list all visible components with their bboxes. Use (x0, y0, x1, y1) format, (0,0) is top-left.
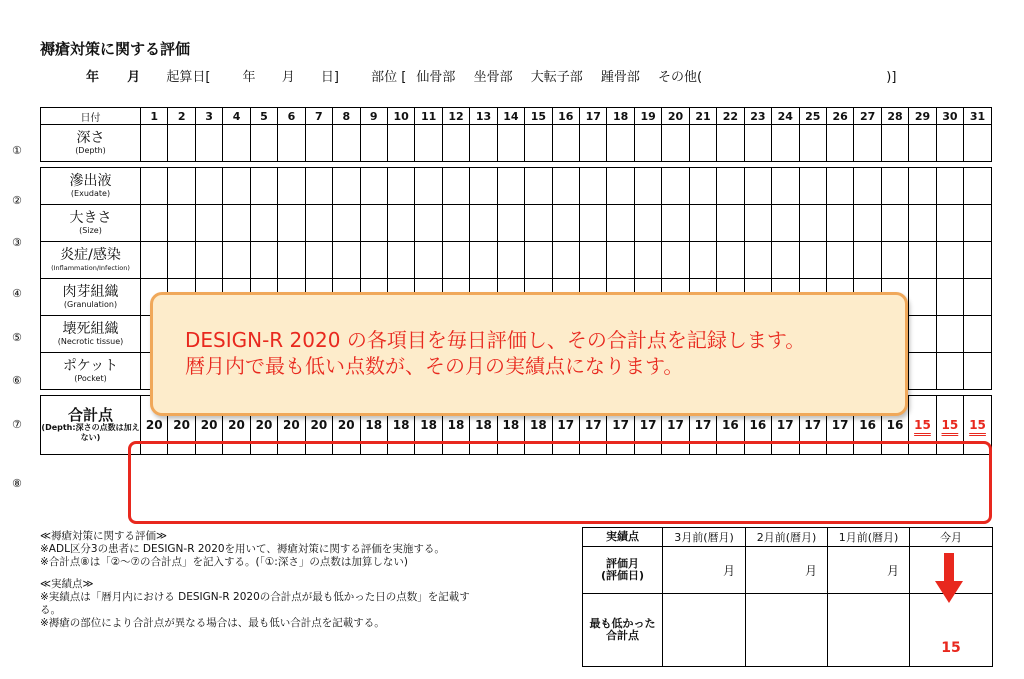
total-cell: 20 (141, 396, 168, 455)
score-cell (195, 242, 222, 279)
score-cell (689, 242, 716, 279)
lowest-total-cell (828, 594, 910, 667)
score-cell (717, 168, 744, 205)
callout-line-1: DESIGN-R 2020 の各項目を毎日評価し、その合計点を記録します。 (185, 328, 806, 352)
item-label-en: (Necrotic tissue) (57, 336, 124, 346)
notes-eval-line: ※ADL区分3の患者に DESIGN-R 2020を用いて、褥瘡対策に関する評価を実施する。 (40, 543, 445, 555)
form-title: 褥瘡対策に関する評価 (40, 40, 191, 58)
day-header: 14 (497, 108, 524, 125)
result-header: 実績点 (583, 528, 663, 547)
date-header: 日付 (41, 108, 141, 125)
score-cell (634, 125, 661, 162)
day-header: 10 (387, 108, 414, 125)
total-highlight-box (128, 441, 992, 524)
score-cell (854, 125, 881, 162)
start-month-label: 月 (281, 70, 295, 85)
score-cell (854, 242, 881, 279)
score-cell (909, 168, 936, 205)
item-number: ④ (12, 287, 22, 300)
day-header: 18 (607, 108, 634, 125)
score-cell (634, 205, 661, 242)
score-cell (360, 125, 387, 162)
score-cell (964, 205, 992, 242)
score-cell (717, 242, 744, 279)
site-option: その他( (658, 70, 703, 85)
score-cell (580, 205, 607, 242)
score-cell (772, 242, 799, 279)
score-cell (936, 316, 963, 353)
item-label (41, 353, 141, 390)
item-label-jp: 炎症/感染 (60, 246, 121, 263)
item-number: ③ (12, 236, 22, 249)
start-date-label: 起算日[ (166, 70, 211, 85)
score-cell (689, 168, 716, 205)
score-cell (141, 242, 168, 279)
score-cell (250, 205, 277, 242)
item-label (41, 125, 141, 162)
day-header: 17 (580, 108, 607, 125)
lowest-total-cell (663, 594, 746, 667)
lowest-total-label-b: 合計点 (606, 629, 639, 642)
item-label (41, 279, 141, 316)
item-label (41, 205, 141, 242)
score-cell (826, 168, 853, 205)
score-cell (964, 125, 992, 162)
total-cell: 20 (250, 396, 277, 455)
score-cell (662, 125, 689, 162)
item-number: ⑧ (12, 477, 22, 490)
score-cell (278, 242, 305, 279)
item-label-jp: ポケット (62, 357, 119, 374)
day-header: 23 (744, 108, 771, 125)
score-cell (442, 205, 469, 242)
day-header: 8 (333, 108, 360, 125)
table-row (41, 168, 992, 205)
score-cell (387, 125, 414, 162)
day-header: 21 (689, 108, 716, 125)
current-score-value: 15 (910, 594, 993, 667)
score-cell (799, 125, 826, 162)
start-day-label: 日] (320, 70, 339, 85)
day-header: 13 (470, 108, 497, 125)
score-cell (333, 168, 360, 205)
score-cell (305, 168, 332, 205)
eval-month-cell: 月 (828, 547, 910, 594)
total-cell: 17 (689, 396, 716, 455)
total-cell: 15 (964, 396, 992, 455)
score-cell (141, 205, 168, 242)
score-cell (936, 168, 963, 205)
item-label-jp: 合計点 (67, 405, 113, 424)
callout-line-2: 暦月内で最も低い点数が、その月の実績点になります。 (185, 354, 684, 378)
score-cell (168, 125, 195, 162)
score-cell (305, 242, 332, 279)
total-cell: 17 (580, 396, 607, 455)
site-option: 坐骨部 (473, 70, 513, 85)
score-cell (497, 205, 524, 242)
score-cell (305, 205, 332, 242)
table-row (41, 125, 992, 162)
item-number: ① (12, 144, 22, 157)
day-header: 31 (964, 108, 992, 125)
score-cell (497, 242, 524, 279)
total-cell: 17 (662, 396, 689, 455)
item-label (41, 168, 141, 205)
score-cell (909, 353, 936, 390)
day-header: 16 (552, 108, 579, 125)
score-cell (826, 242, 853, 279)
item-label-en: (Inflammation/Infection) (51, 263, 130, 272)
eval-month-cell: 月 (663, 547, 746, 594)
score-cell (415, 205, 442, 242)
item-number: ② (12, 194, 22, 207)
score-cell (936, 353, 963, 390)
score-cell (909, 279, 936, 316)
score-cell (936, 279, 963, 316)
score-cell (223, 125, 250, 162)
score-cell (333, 242, 360, 279)
score-cell (442, 168, 469, 205)
eval-month-cell: 月 (746, 547, 828, 594)
day-header: 29 (909, 108, 936, 125)
lowest-total-cell (746, 594, 828, 667)
score-cell (525, 168, 552, 205)
score-cell (278, 125, 305, 162)
score-cell (278, 205, 305, 242)
result-table (582, 527, 993, 667)
score-cell (278, 168, 305, 205)
score-cell (772, 125, 799, 162)
score-cell (305, 125, 332, 162)
total-cell: 17 (634, 396, 661, 455)
score-cell (415, 168, 442, 205)
table-row (41, 242, 992, 279)
header-line (86, 66, 910, 85)
site-end: )] (886, 70, 897, 85)
score-cell (881, 125, 908, 162)
day-header: 15 (525, 108, 552, 125)
score-cell (470, 242, 497, 279)
day-header: 27 (854, 108, 881, 125)
score-cell (195, 168, 222, 205)
day-header: 25 (799, 108, 826, 125)
score-cell (607, 242, 634, 279)
score-cell (854, 205, 881, 242)
score-cell (580, 125, 607, 162)
day-header: 30 (936, 108, 963, 125)
score-cell (909, 205, 936, 242)
score-cell (497, 168, 524, 205)
score-cell (552, 168, 579, 205)
item-label-jp: 大きさ (69, 209, 112, 226)
item-label-en: (Exudate) (70, 188, 111, 198)
score-cell (195, 205, 222, 242)
score-cell (333, 205, 360, 242)
table-row (41, 205, 992, 242)
score-cell (854, 168, 881, 205)
score-cell (168, 168, 195, 205)
score-cell (964, 279, 992, 316)
day-header: 1 (141, 108, 168, 125)
score-cell (552, 242, 579, 279)
score-cell (964, 316, 992, 353)
total-cell: 15 (936, 396, 963, 455)
score-cell (250, 125, 277, 162)
score-cell (387, 205, 414, 242)
day-header: 28 (881, 108, 908, 125)
score-cell (964, 168, 992, 205)
year-label: 年 (86, 70, 100, 85)
total-cell: 18 (415, 396, 442, 455)
score-cell (936, 125, 963, 162)
item-label-jp: 壊死組織 (62, 320, 119, 337)
day-header: 24 (772, 108, 799, 125)
score-cell (497, 125, 524, 162)
score-cell (826, 125, 853, 162)
score-cell (662, 168, 689, 205)
score-cell (799, 205, 826, 242)
score-cell (333, 125, 360, 162)
month-label: 月 (127, 70, 141, 85)
total-cell: 20 (333, 396, 360, 455)
score-cell (387, 242, 414, 279)
eval-month-label-a: 評価月 (606, 557, 639, 570)
score-cell (168, 205, 195, 242)
item-label-en: (Size) (79, 225, 102, 235)
day-header: 9 (360, 108, 387, 125)
item-label-en: (Depth) (75, 145, 106, 155)
score-cell (744, 125, 771, 162)
score-cell (141, 168, 168, 205)
item-number: ⑥ (12, 374, 22, 387)
score-cell (360, 205, 387, 242)
day-header: 12 (442, 108, 469, 125)
score-cell (662, 205, 689, 242)
score-cell (881, 242, 908, 279)
total-cell: 20 (278, 396, 305, 455)
total-cell: 16 (881, 396, 908, 455)
score-cell (744, 168, 771, 205)
item-number: ⑦ (12, 418, 22, 431)
day-header: 22 (717, 108, 744, 125)
score-cell (634, 242, 661, 279)
score-cell (415, 125, 442, 162)
result-col-header: 3月前(暦月) (663, 528, 746, 547)
total-cell: 20 (305, 396, 332, 455)
score-cell (360, 168, 387, 205)
score-cell (525, 242, 552, 279)
item-label-en: (Depth:深さの点数は加えない) (41, 422, 140, 442)
total-cell: 18 (360, 396, 387, 455)
item-label-jp: 深さ (76, 129, 105, 146)
item-label-jp: 肉芽組織 (62, 283, 119, 300)
score-cell (470, 125, 497, 162)
score-cell (826, 205, 853, 242)
score-cell (360, 242, 387, 279)
total-cell: 16 (744, 396, 771, 455)
score-cell (442, 125, 469, 162)
total-cell: 18 (470, 396, 497, 455)
score-cell (442, 242, 469, 279)
score-cell (772, 205, 799, 242)
notes-eval-line: ※合計点⑧は「②〜⑦の合計点」を記入する。(「①:深さ」の点数は加算しない) (40, 556, 408, 568)
start-year-label: 年 (242, 70, 256, 85)
score-cell (909, 125, 936, 162)
score-cell (717, 205, 744, 242)
score-cell (744, 205, 771, 242)
total-cell: 20 (195, 396, 222, 455)
total-cell: 18 (442, 396, 469, 455)
day-header: 2 (168, 108, 195, 125)
total-cell: 17 (607, 396, 634, 455)
down-arrow-icon (934, 553, 964, 605)
notes-score-line: ※褥瘡の部位により合計点が異なる場合は、最も低い合計点を記載する。 (40, 617, 385, 629)
score-cell (607, 205, 634, 242)
notes-eval-title: ≪褥瘡対策に関する評価≫ (40, 530, 167, 542)
score-cell (250, 242, 277, 279)
day-header: 4 (223, 108, 250, 125)
notes (40, 530, 480, 639)
score-cell (744, 242, 771, 279)
notes-score-line: ※実績点は「暦月内における DESIGN-R 2020の合計点が最も低かった日の点数」を記載する。 (40, 591, 470, 616)
score-cell (662, 242, 689, 279)
result-col-header: 1月前(暦月) (828, 528, 910, 547)
result-col-header: 2月前(暦月) (746, 528, 828, 547)
score-cell (470, 168, 497, 205)
day-header: 6 (278, 108, 305, 125)
day-header: 5 (250, 108, 277, 125)
total-cell: 16 (717, 396, 744, 455)
day-header: 7 (305, 108, 332, 125)
day-header: 11 (415, 108, 442, 125)
score-cell (387, 168, 414, 205)
score-cell (881, 168, 908, 205)
score-cell (964, 353, 992, 390)
total-cell: 16 (854, 396, 881, 455)
total-cell: 20 (223, 396, 250, 455)
score-cell (580, 168, 607, 205)
score-cell (223, 242, 250, 279)
lowest-total-label-a: 最も低かった (589, 617, 656, 630)
item-label (41, 316, 141, 353)
score-cell (607, 125, 634, 162)
score-cell (964, 242, 992, 279)
day-header: 3 (195, 108, 222, 125)
score-cell (689, 205, 716, 242)
site-option: 仙骨部 (416, 70, 456, 85)
score-cell (525, 125, 552, 162)
total-label (41, 396, 141, 455)
total-cell: 17 (826, 396, 853, 455)
eval-month-label (583, 547, 663, 594)
score-cell (936, 242, 963, 279)
score-cell (634, 168, 661, 205)
score-cell (415, 242, 442, 279)
score-cell (909, 242, 936, 279)
total-cell: 17 (552, 396, 579, 455)
score-cell (552, 125, 579, 162)
score-cell (552, 205, 579, 242)
total-cell: 17 (799, 396, 826, 455)
total-cell: 18 (525, 396, 552, 455)
score-cell (525, 205, 552, 242)
result-col-header: 今月 (910, 528, 993, 547)
item-label-jp: 滲出液 (69, 172, 112, 189)
item-label (41, 242, 141, 279)
explanation-callout (150, 292, 908, 416)
lowest-total-label (583, 594, 663, 667)
score-cell (607, 168, 634, 205)
score-cell (250, 168, 277, 205)
day-header: 20 (662, 108, 689, 125)
score-cell (470, 205, 497, 242)
total-cell: 18 (497, 396, 524, 455)
eval-month-label-b: (評価日) (600, 569, 645, 582)
item-number: ⑤ (12, 331, 22, 344)
score-cell (772, 168, 799, 205)
item-label-en: (Pocket) (74, 373, 107, 383)
score-cell (223, 205, 250, 242)
score-cell (580, 242, 607, 279)
score-cell (717, 125, 744, 162)
score-cell (909, 316, 936, 353)
score-cell (936, 205, 963, 242)
score-cell (799, 168, 826, 205)
total-cell: 20 (168, 396, 195, 455)
score-cell (141, 125, 168, 162)
total-cell: 17 (772, 396, 799, 455)
day-header: 19 (634, 108, 661, 125)
total-cell: 15 (909, 396, 936, 455)
score-cell (223, 168, 250, 205)
site-label: 部位 [ (371, 70, 407, 85)
score-cell (799, 242, 826, 279)
site-option: 踵骨部 (600, 70, 640, 85)
notes-score-title: ≪実績点≫ (40, 578, 94, 590)
score-cell (195, 125, 222, 162)
score-cell (881, 205, 908, 242)
total-cell: 18 (387, 396, 414, 455)
score-cell (689, 125, 716, 162)
item-label-en: (Granulation) (63, 299, 118, 309)
site-option: 大転子部 (530, 70, 583, 85)
score-cell (168, 242, 195, 279)
day-header: 26 (826, 108, 853, 125)
